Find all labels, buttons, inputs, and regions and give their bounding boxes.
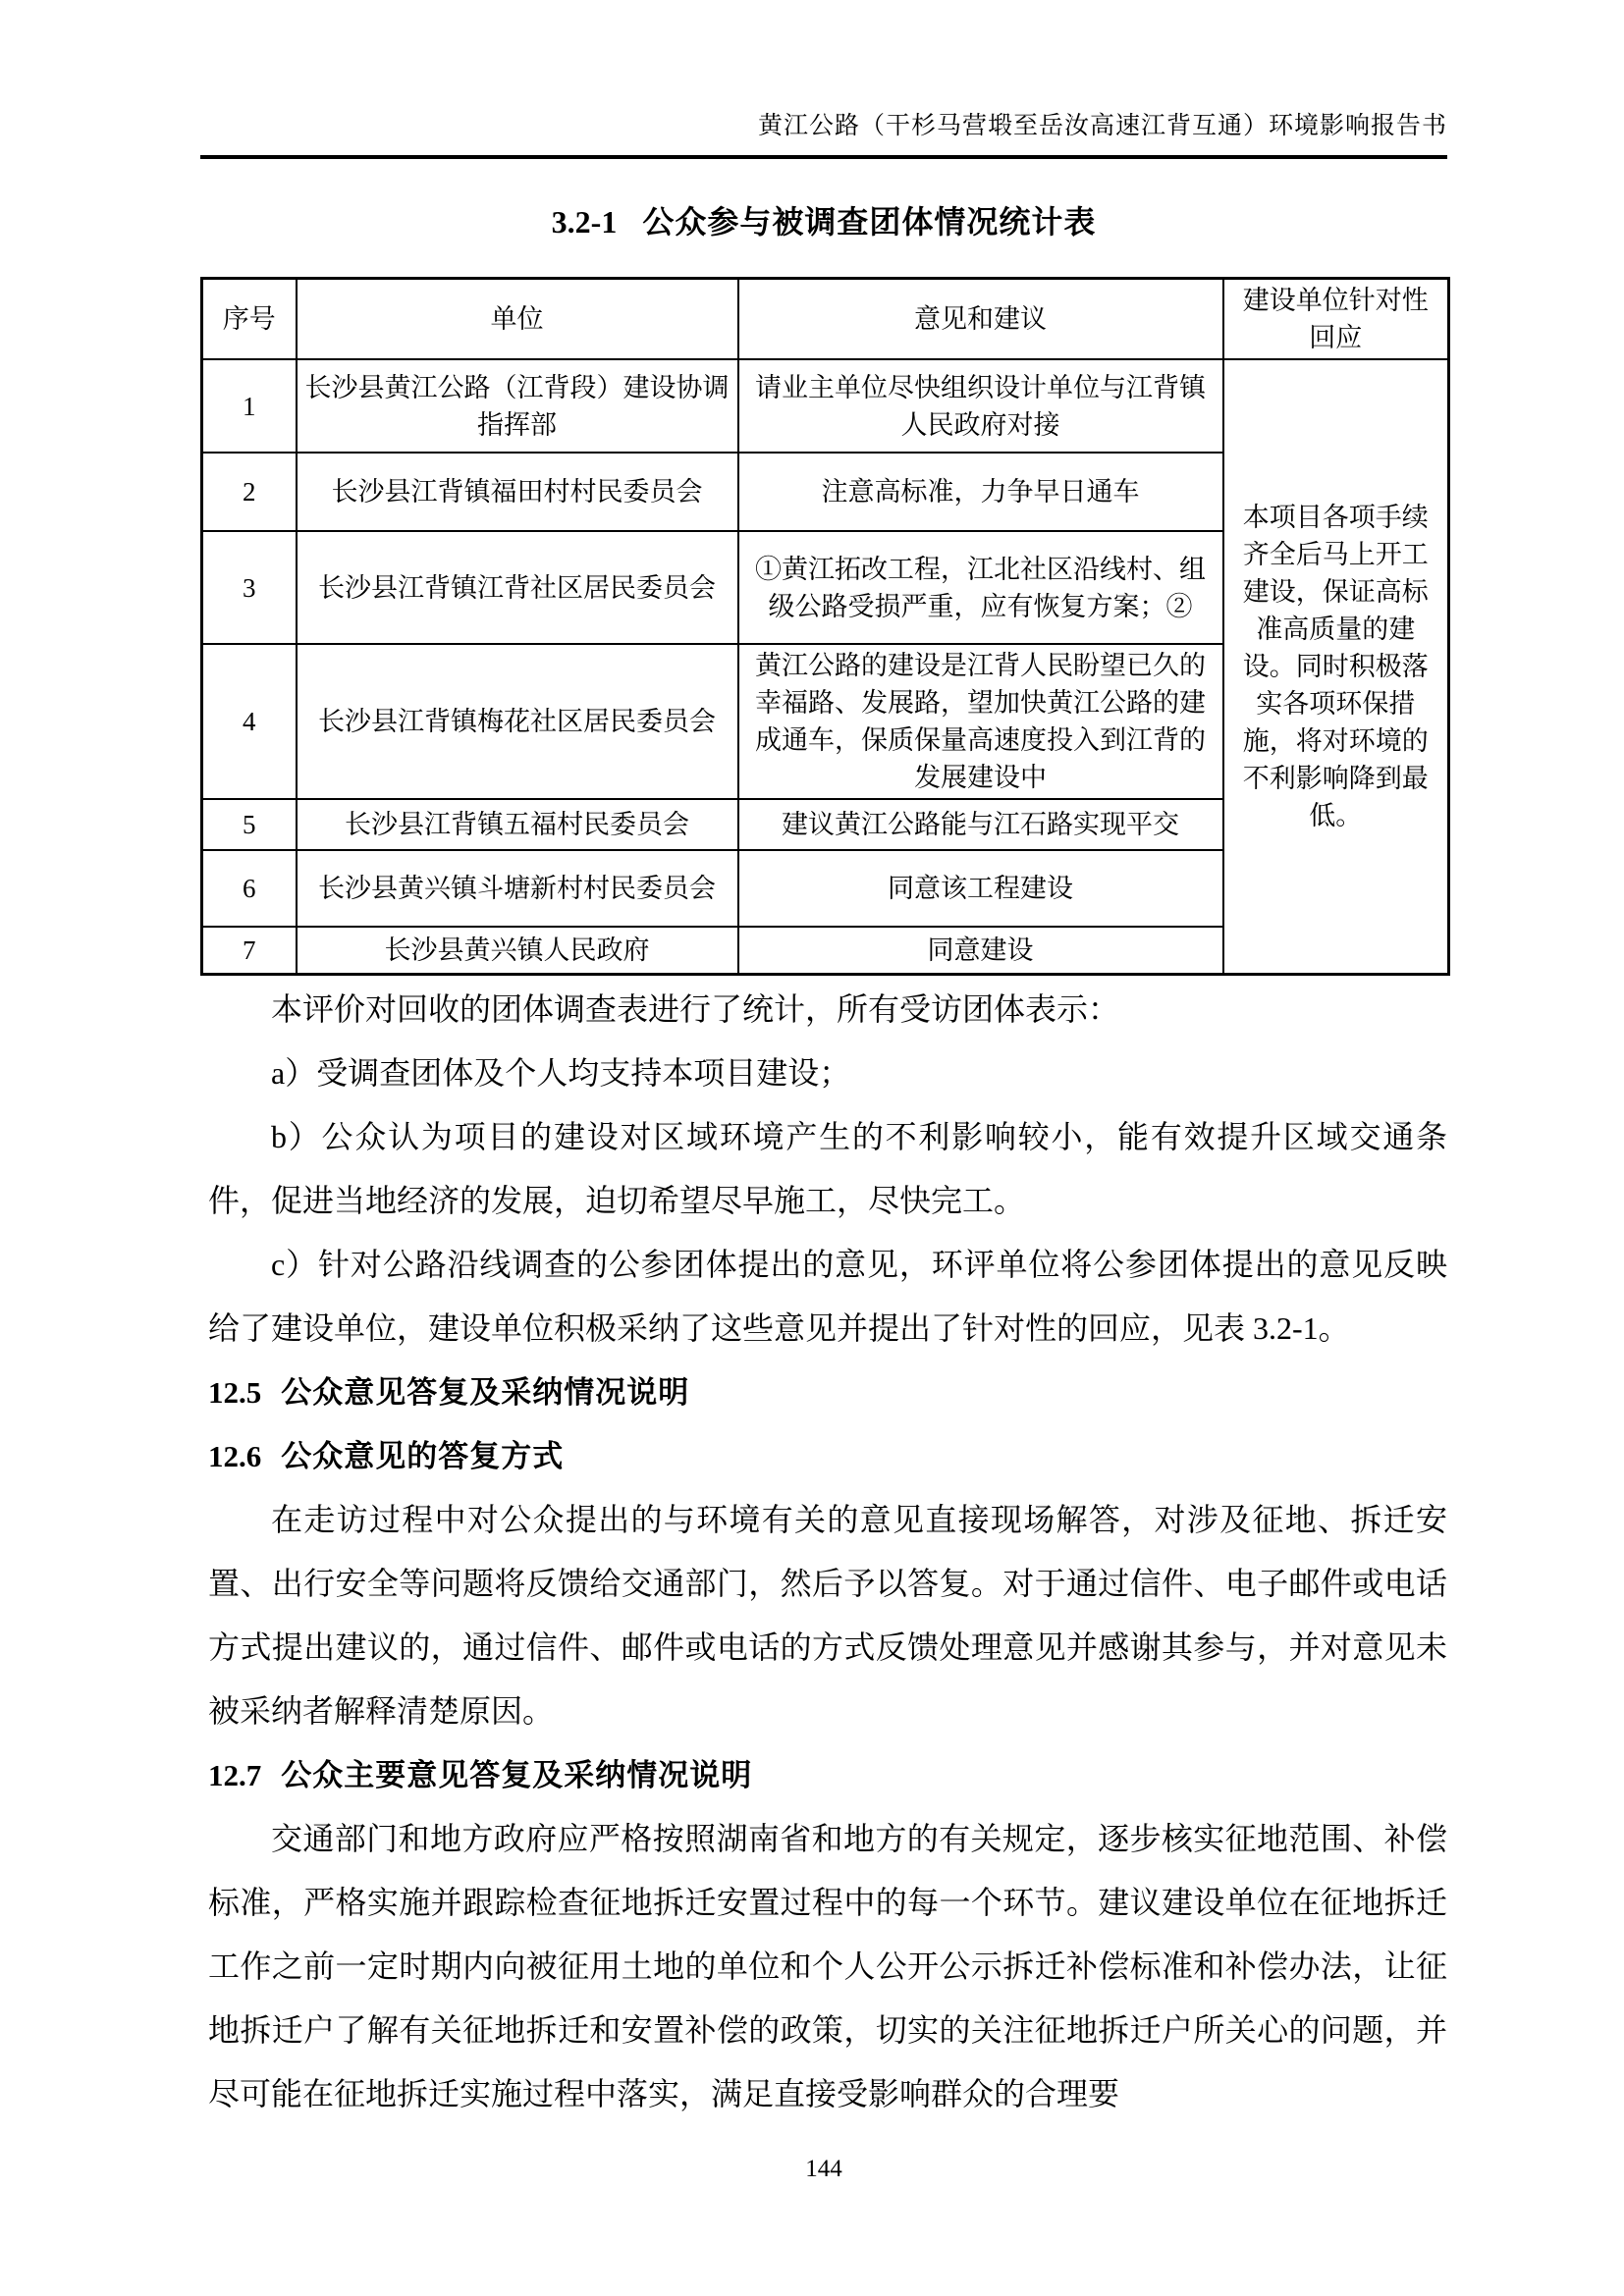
- row-unit: 长沙县黄兴镇人民政府: [297, 927, 738, 974]
- paragraph-reply-method: 在走访过程中对公众提出的与环境有关的意见直接现场解答，对涉及征地、拆迁安置、出行安全等问题将反馈给交通部门，然后予以答复。对于通过信件、电子邮件或电话方式提出建议的，通过信件、邮件或电话的方式反馈处理意见并感谢其参与，并对意见未被采纳者解释清楚原因。: [208, 1501, 1447, 1729]
- header-title: 黄江公路（干杉马营塅至岳汝高速江背互通）环境影响报告书: [757, 113, 1447, 139]
- row-opinion: 同意建设: [738, 927, 1223, 974]
- section-number: 12.5: [208, 1374, 262, 1410]
- row-no: 2: [202, 453, 297, 531]
- row-no: 5: [202, 799, 297, 850]
- row-no: 4: [202, 644, 297, 799]
- paragraph-item-c: c）针对公路沿线调查的公参团体提出的意见，环评单位将公参团体提出的意见反映给了建设单位，建设单位积极采纳了这些意见并提出了针对性的回应，见表 3.2-1。: [208, 1246, 1447, 1346]
- row-opinion: 注意高标准，力争早日通车: [738, 453, 1223, 531]
- row-unit: 长沙县江背镇梅花社区居民委员会: [297, 644, 738, 799]
- row-opinion: ①黄江拓改工程，江北社区沿线村、组级公路受损严重，应有恢复方案；②: [738, 531, 1223, 644]
- row-opinion: 黄江公路的建设是江背人民盼望已久的幸福路、发展路，望加快黄江公路的建成通车，保质保量高速度投入到江背的发展建设中: [738, 644, 1223, 799]
- col-header-no: 序号: [202, 279, 297, 360]
- page-content: [200, 0, 1447, 2126]
- section-heading-12-5: [208, 1361, 1447, 1424]
- paragraph-intro: 本评价对回收的团体调查表进行了统计，所有受访团体表示：: [271, 990, 1120, 1027]
- row-opinion: 建议黄江公路能与江石路实现平交: [738, 799, 1223, 850]
- section-title: 公众意见答复及采纳情况说明: [281, 1374, 690, 1410]
- row-opinion: 同意该工程建设: [738, 850, 1223, 927]
- row-opinion: 请业主单位尽快组织设计单位与江背镇人民政府对接: [738, 359, 1223, 453]
- page-number: 144: [805, 2156, 842, 2182]
- paragraph-policy: 交通部门和地方政府应严格按照湖南省和地方的有关规定，逐步核实征地范围、补偿标准，严格实施并跟踪检查征地拆迁安置过程中的每一个环节。建议建设单位在征地拆迁工作之前一定时期内向被征用土地的单位和个人公开公示拆迁补偿标准和补偿办法，让征地拆迁户了解有关征地拆迁和安置补偿的政策，切实的关注征地拆迁户所关心的问题，并尽可能在征地拆迁实施过程中落实，满足直接受影响群众的合理要: [208, 1820, 1447, 2111]
- row-unit: 长沙县江背镇五福村民委员会: [297, 799, 738, 850]
- page-header: [200, 0, 1447, 159]
- table-row: [202, 359, 1449, 453]
- paragraph-item-a: a）受调查团体及个人均支持本项目建设；: [271, 1054, 851, 1091]
- row-no: 1: [202, 359, 297, 453]
- section-title: 公众主要意见答复及采纳情况说明: [281, 1757, 753, 1792]
- section-title: 公众意见的答复方式: [281, 1438, 565, 1473]
- row-unit: 长沙县黄江公路（江背段）建设协调指挥部: [297, 359, 738, 453]
- section-heading-12-7: [208, 1743, 1447, 1807]
- row-unit: 长沙县江背镇江背社区居民委员会: [297, 531, 738, 644]
- response-merged-cell: 本项目各项手续齐全后马上开工建设，保证高标准高质量的建设。同时积极落实各项环保措施，将对环境的不利影响降到最低。: [1223, 359, 1449, 974]
- col-header-opinion: 意见和建议: [738, 279, 1223, 360]
- section-heading-12-6: [208, 1424, 1447, 1488]
- row-no: 6: [202, 850, 297, 927]
- row-no: 7: [202, 927, 297, 974]
- row-unit: 长沙县黄兴镇斗塘新村村民委员会: [297, 850, 738, 927]
- table-caption-title: 公众参与被调查团体情况统计表: [642, 204, 1097, 240]
- col-header-response: 建设单位针对性回应: [1223, 279, 1449, 360]
- col-header-unit: 单位: [297, 279, 738, 360]
- table-header-row: [202, 279, 1449, 360]
- table-caption: [200, 200, 1447, 243]
- table-caption-number: 3.2-1: [551, 204, 618, 240]
- paragraph-item-b: b）公众认为项目的建设对区域环境产生的不利影响较小，能有效提升区域交通条件，促进当地经济的发展，迫切希望尽早施工，尽快完工。: [208, 1118, 1447, 1218]
- section-number: 12.7: [208, 1757, 262, 1792]
- row-no: 3: [202, 531, 297, 644]
- survey-table: [200, 277, 1450, 976]
- row-unit: 长沙县江背镇福田村村民委员会: [297, 453, 738, 531]
- section-number: 12.6: [208, 1438, 262, 1473]
